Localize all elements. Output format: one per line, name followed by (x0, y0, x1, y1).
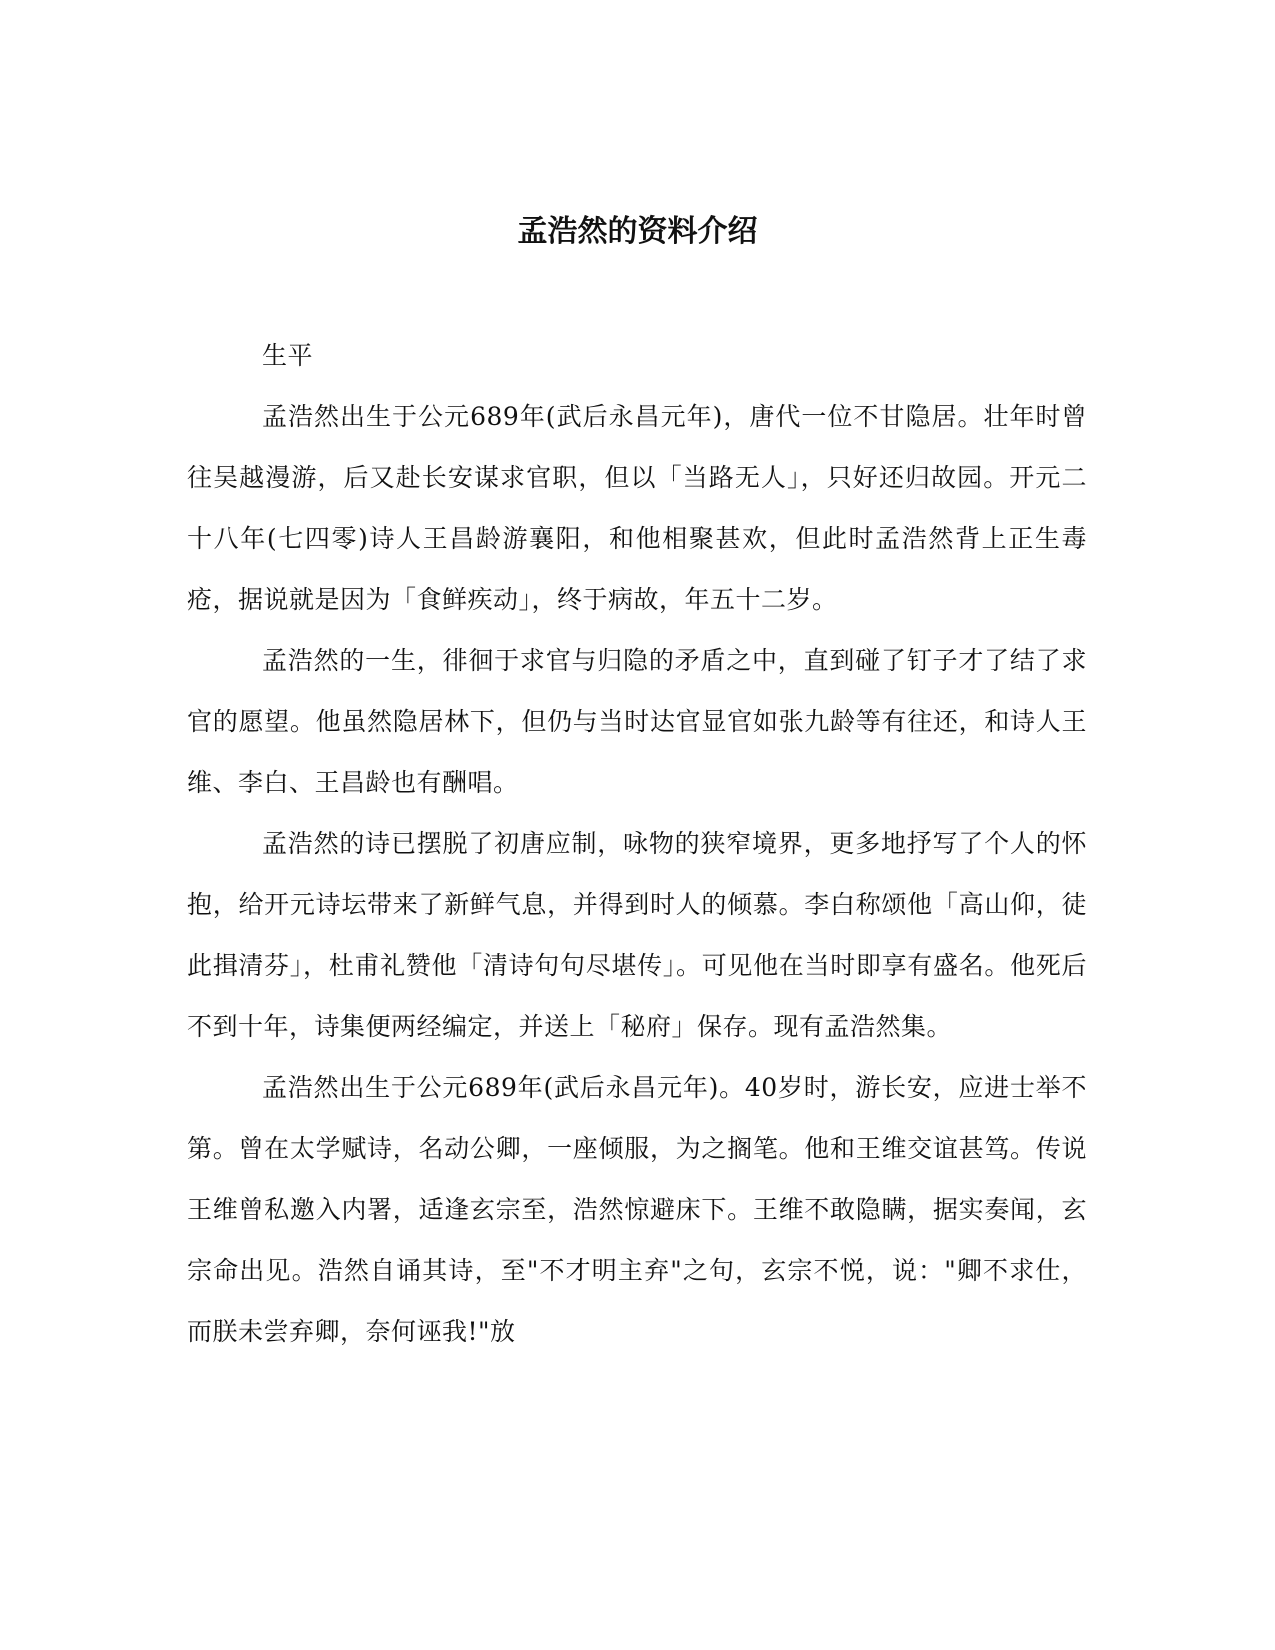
paragraph-2: 孟浩然的一生，徘徊于求官与归隐的矛盾之中，直到碰了钉子才了结了求官的愿望。他虽然隐居林下，但仍与当时达官显官如张九龄等有往还，和诗人王维、李白、王昌龄也有酬唱。 (187, 646, 1087, 797)
document-title: 孟浩然的资料介绍 (517, 214, 758, 249)
document-body (187, 325, 1087, 1362)
paragraph-4: 孟浩然出生于公元689年(武后永昌元年)。40岁时，游长安，应进士举不第。曾在太学赋诗，名动公卿，一座倾服，为之搁笔。他和王维交谊甚笃。传说王维曾私邀入内署，适逢玄宗至，浩然惊避床下。王维不敢隐瞒，据实奏闻，玄宗命出见。浩然自诵其诗，至"不才明主弃"之句，玄宗不悦，说："卿不求仕，而朕未尝弃卿，奈何诬我!"放 (187, 1073, 1087, 1346)
section-heading-biography: 生平 (262, 341, 314, 370)
paragraph-1: 孟浩然出生于公元689年(武后永昌元年)，唐代一位不甘隐居。壮年时曾往吴越漫游，后又赴长安谋求官职，但以「当路无人」，只好还归故园。开元二十八年(七四零)诗人王昌龄游襄阳，和他相聚甚欢，但此时孟浩然背上正生毒疮，据说就是因为「食鲜疾动」，终于病故，年五十二岁。 (187, 402, 1087, 614)
paragraph-3: 孟浩然的诗已摆脱了初唐应制，咏物的狭窄境界，更多地抒写了个人的怀抱，给开元诗坛带来了新鲜气息，并得到时人的倾慕。李白称颂他「高山仰，徒此揖清芬」，杜甫礼赞他「清诗句句尽堪传」。可见他在当时即享有盛名。他死后不到十年，诗集便两经编定，并送上「秘府」保存。现有孟浩然集。 (187, 829, 1087, 1041)
